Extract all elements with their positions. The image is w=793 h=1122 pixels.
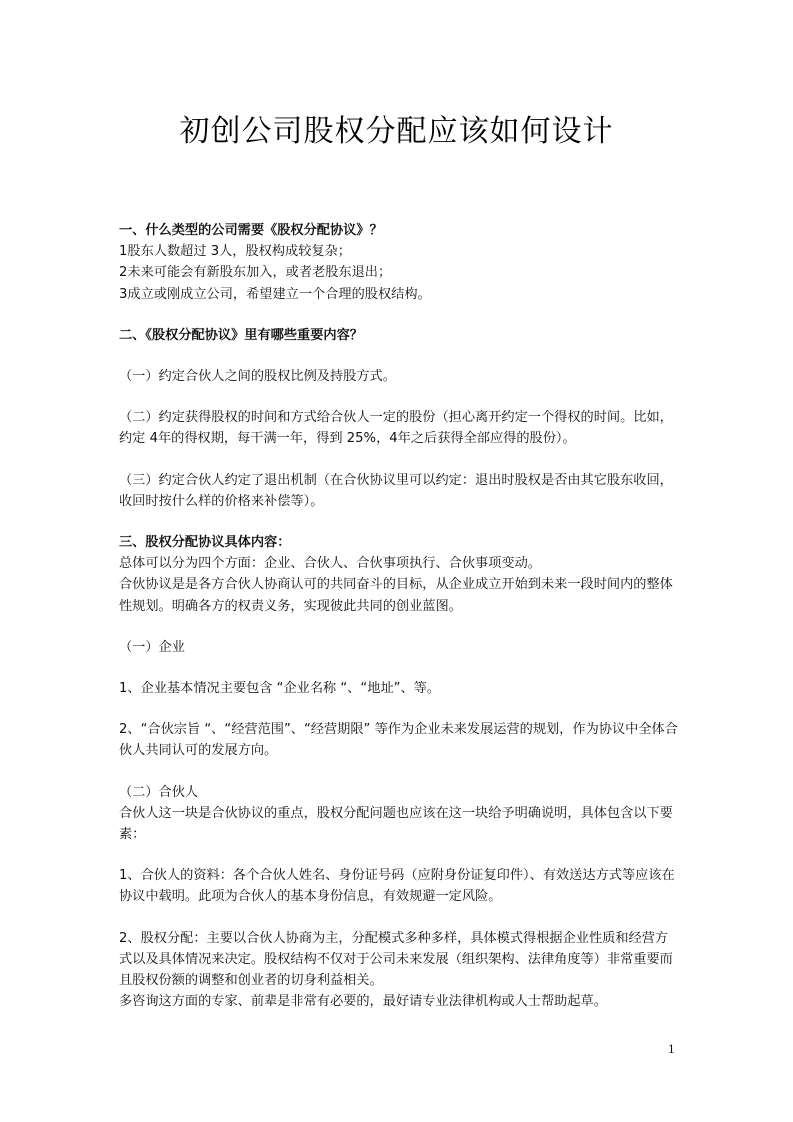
subsection-heading: （一）企业 <box>119 639 185 655</box>
paragraph: 多咨询这方面的专家、前辈是非常有必要的，最好请专业法律机构或人士帮助起草。 <box>119 994 607 1010</box>
paragraph: 2未来可能会有新股东加入，或者老股东退出； <box>119 265 392 281</box>
paragraph: 合伙人这一块是合伙协议的重点，股权分配问题也应该在这一块给予明确说明，具体包含以下要素： <box>119 805 673 843</box>
paragraph: 总体可以分为四个方面：企业、合伙人、合伙事项执行、合伙事项变动。 <box>119 556 541 572</box>
paragraph: （三）约定合伙人约定了退出机制（在合伙协议里可以约定：退出时股权是否由其它股东收回，收回时按什么样的价格来补偿等）。 <box>119 472 673 509</box>
paragraph: （二）约定获得股权的时间和方式给合伙人一定的股份（担心离开约定一个得权的时间。比如，约定 4年的得权期，每干满一年，得到 25%，4年之后获得全部应得的股份）。 <box>119 410 673 447</box>
document-title: 初创公司股权分配应该如何设计 <box>179 114 614 149</box>
paragraph: 1、合伙人的资料：各个合伙人姓名、身份证号码（应附身份证复印件）、有效送达方式等应该在协议中载明。此项为合伙人的基本身份信息，有效规避一定风险。 <box>119 868 675 905</box>
page-number: 1 <box>668 1043 675 1056</box>
paragraph: 2、“合伙宗旨 “、“经营范围”、“经营期限” 等作为企业未来发展运营的规划，作为协议中全体合伙人共同认可的发展方向。 <box>119 722 678 759</box>
paragraph: 2、股权分配：主要以合伙人协商为主，分配模式多种多样，具体模式得根据企业性质和经营方式以及具体情况来决定。股权结构不仅对于公司未来发展（组织架构、法律角度等）非常重要而且股权份额的调整和创业者的切身利益相关。 <box>119 930 673 989</box>
paragraph: 1、企业基本情况主要包含 “企业名称 “、“地址”、等。 <box>119 681 441 697</box>
document-body <box>119 220 679 1012</box>
paragraph: 合伙协议是是各方合伙人协商认可的共同奋斗的目标，从企业成立开始到未来一段时间内的整体性规划。明确各方的权责义务，实现彼此共同的创业蓝图。 <box>119 577 673 614</box>
subsection-heading: （二）合伙人 <box>119 784 199 800</box>
paragraph: 3成立或刚成立公司，希望建立一个合理的股权结构。 <box>119 286 431 302</box>
section-heading: 二、《股权分配协议》里有哪些重要内容？ <box>119 327 363 343</box>
paragraph: 1股东人数超过 3人，股权构成较复杂； <box>119 244 351 260</box>
section-heading: 三、股权分配协议具体内容： <box>119 535 291 551</box>
section-heading: 一、什么类型的公司需要《股权分配协议》？ <box>119 223 383 238</box>
paragraph: （一）约定合伙人之间的股权比例及持股方式。 <box>119 369 396 385</box>
